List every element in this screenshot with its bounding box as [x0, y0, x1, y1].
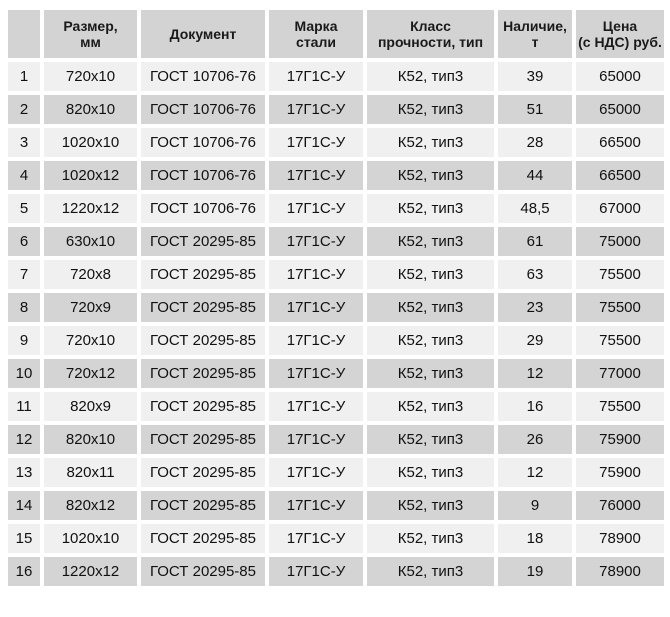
cell-steel: 17Г1С-У	[269, 194, 363, 223]
cell-document: ГОСТ 10706-76	[141, 62, 265, 91]
cell-price: 75500	[576, 260, 664, 289]
cell-stock: 9	[498, 491, 572, 520]
header-steel	[269, 10, 363, 58]
cell-price: 76000	[576, 491, 664, 520]
cell-document: ГОСТ 20295-85	[141, 326, 265, 355]
cell-num: 6	[8, 227, 40, 256]
cell-class: К52, тип3	[367, 557, 494, 586]
cell-document: ГОСТ 20295-85	[141, 425, 265, 454]
table-row	[8, 425, 664, 454]
header-size	[44, 10, 137, 58]
table-row	[8, 161, 664, 190]
cell-class: К52, тип3	[367, 161, 494, 190]
cell-steel: 17Г1С-У	[269, 161, 363, 190]
cell-document: ГОСТ 10706-76	[141, 194, 265, 223]
cell-stock: 18	[498, 524, 572, 553]
cell-price: 78900	[576, 524, 664, 553]
table-row	[8, 62, 664, 91]
cell-num: 11	[8, 392, 40, 421]
cell-class: К52, тип3	[367, 458, 494, 487]
cell-num: 15	[8, 524, 40, 553]
table-row	[8, 557, 664, 586]
cell-steel: 17Г1С-У	[269, 128, 363, 157]
cell-steel: 17Г1С-У	[269, 491, 363, 520]
cell-class: К52, тип3	[367, 326, 494, 355]
header-num	[8, 10, 40, 58]
cell-num: 8	[8, 293, 40, 322]
header-steel-line1: Марка	[294, 18, 338, 34]
cell-steel: 17Г1С-У	[269, 260, 363, 289]
cell-document: ГОСТ 20295-85	[141, 392, 265, 421]
cell-class: К52, тип3	[367, 62, 494, 91]
cell-size: 820x11	[44, 458, 137, 487]
cell-document: ГОСТ 20295-85	[141, 293, 265, 322]
cell-size: 820x10	[44, 95, 137, 124]
cell-num: 4	[8, 161, 40, 190]
cell-size: 820x10	[44, 425, 137, 454]
cell-steel: 17Г1С-У	[269, 62, 363, 91]
table-body	[8, 62, 664, 586]
cell-price: 66500	[576, 161, 664, 190]
cell-size: 630x10	[44, 227, 137, 256]
cell-num: 13	[8, 458, 40, 487]
cell-size: 720x12	[44, 359, 137, 388]
cell-steel: 17Г1С-У	[269, 392, 363, 421]
table-row	[8, 95, 664, 124]
header-steel-line2: стали	[296, 34, 336, 50]
table-row	[8, 458, 664, 487]
cell-size: 1020x10	[44, 128, 137, 157]
cell-num: 10	[8, 359, 40, 388]
table-row	[8, 359, 664, 388]
cell-class: К52, тип3	[367, 491, 494, 520]
cell-price: 66500	[576, 128, 664, 157]
cell-document: ГОСТ 10706-76	[141, 161, 265, 190]
header-class-line1: Класс	[410, 18, 451, 34]
table-row	[8, 326, 664, 355]
cell-document: ГОСТ 20295-85	[141, 491, 265, 520]
header-stock	[498, 10, 572, 58]
cell-size: 1220x12	[44, 194, 137, 223]
table-row	[8, 392, 664, 421]
cell-class: К52, тип3	[367, 524, 494, 553]
cell-num: 2	[8, 95, 40, 124]
cell-num: 3	[8, 128, 40, 157]
cell-price: 75500	[576, 326, 664, 355]
cell-price: 77000	[576, 359, 664, 388]
table-row	[8, 524, 664, 553]
cell-stock: 28	[498, 128, 572, 157]
header-size-line2: мм	[80, 34, 101, 50]
table-row	[8, 293, 664, 322]
cell-class: К52, тип3	[367, 425, 494, 454]
cell-stock: 16	[498, 392, 572, 421]
table-row	[8, 128, 664, 157]
cell-stock: 44	[498, 161, 572, 190]
cell-steel: 17Г1С-У	[269, 95, 363, 124]
header-document: Документ	[141, 10, 265, 58]
cell-price: 65000	[576, 62, 664, 91]
cell-document: ГОСТ 20295-85	[141, 458, 265, 487]
cell-price: 65000	[576, 95, 664, 124]
table-header	[8, 10, 664, 58]
cell-steel: 17Г1С-У	[269, 227, 363, 256]
header-price-line1: Цена	[602, 18, 638, 34]
cell-document: ГОСТ 20295-85	[141, 557, 265, 586]
cell-stock: 12	[498, 359, 572, 388]
header-row	[8, 10, 664, 58]
header-stock-line2: т	[531, 34, 539, 50]
cell-num: 14	[8, 491, 40, 520]
table-row	[8, 194, 664, 223]
cell-stock: 39	[498, 62, 572, 91]
cell-size: 820x12	[44, 491, 137, 520]
cell-num: 12	[8, 425, 40, 454]
header-price-line2: (с НДС) руб.	[578, 34, 662, 50]
cell-document: ГОСТ 10706-76	[141, 128, 265, 157]
cell-size: 720x10	[44, 62, 137, 91]
cell-num: 7	[8, 260, 40, 289]
cell-size: 720x8	[44, 260, 137, 289]
cell-price: 75500	[576, 293, 664, 322]
cell-stock: 51	[498, 95, 572, 124]
header-class-line2: прочности, тип	[377, 34, 484, 50]
cell-steel: 17Г1С-У	[269, 458, 363, 487]
cell-steel: 17Г1С-У	[269, 359, 363, 388]
cell-steel: 17Г1С-У	[269, 524, 363, 553]
cell-document: ГОСТ 20295-85	[141, 227, 265, 256]
cell-num: 9	[8, 326, 40, 355]
cell-class: К52, тип3	[367, 359, 494, 388]
cell-price: 75900	[576, 458, 664, 487]
cell-steel: 17Г1С-У	[269, 326, 363, 355]
cell-document: ГОСТ 20295-85	[141, 524, 265, 553]
cell-num: 5	[8, 194, 40, 223]
cell-stock: 12	[498, 458, 572, 487]
cell-price: 67000	[576, 194, 664, 223]
cell-price: 78900	[576, 557, 664, 586]
header-stock-line1: Наличие,	[503, 18, 567, 34]
cell-class: К52, тип3	[367, 392, 494, 421]
cell-document: ГОСТ 10706-76	[141, 95, 265, 124]
cell-stock: 61	[498, 227, 572, 256]
cell-stock: 23	[498, 293, 572, 322]
cell-stock: 29	[498, 326, 572, 355]
cell-steel: 17Г1С-У	[269, 557, 363, 586]
table-row	[8, 491, 664, 520]
header-price	[576, 10, 664, 58]
cell-class: К52, тип3	[367, 293, 494, 322]
cell-stock: 19	[498, 557, 572, 586]
cell-class: К52, тип3	[367, 227, 494, 256]
cell-stock: 63	[498, 260, 572, 289]
cell-document: ГОСТ 20295-85	[141, 359, 265, 388]
cell-steel: 17Г1С-У	[269, 293, 363, 322]
cell-stock: 48,5	[498, 194, 572, 223]
cell-size: 820x9	[44, 392, 137, 421]
cell-price: 75000	[576, 227, 664, 256]
cell-size: 720x9	[44, 293, 137, 322]
cell-document: ГОСТ 20295-85	[141, 260, 265, 289]
cell-price: 75900	[576, 425, 664, 454]
cell-class: К52, тип3	[367, 95, 494, 124]
cell-class: К52, тип3	[367, 128, 494, 157]
cell-num: 16	[8, 557, 40, 586]
cell-stock: 26	[498, 425, 572, 454]
cell-size: 1020x12	[44, 161, 137, 190]
cell-num: 1	[8, 62, 40, 91]
table-row	[8, 227, 664, 256]
cell-size: 720x10	[44, 326, 137, 355]
pipe-price-table	[4, 6, 668, 590]
cell-price: 75500	[576, 392, 664, 421]
table-row	[8, 260, 664, 289]
cell-steel: 17Г1С-У	[269, 425, 363, 454]
cell-class: К52, тип3	[367, 194, 494, 223]
cell-size: 1220x12	[44, 557, 137, 586]
header-size-line1: Размер,	[63, 18, 118, 34]
cell-size: 1020x10	[44, 524, 137, 553]
cell-class: К52, тип3	[367, 260, 494, 289]
header-class	[367, 10, 494, 58]
